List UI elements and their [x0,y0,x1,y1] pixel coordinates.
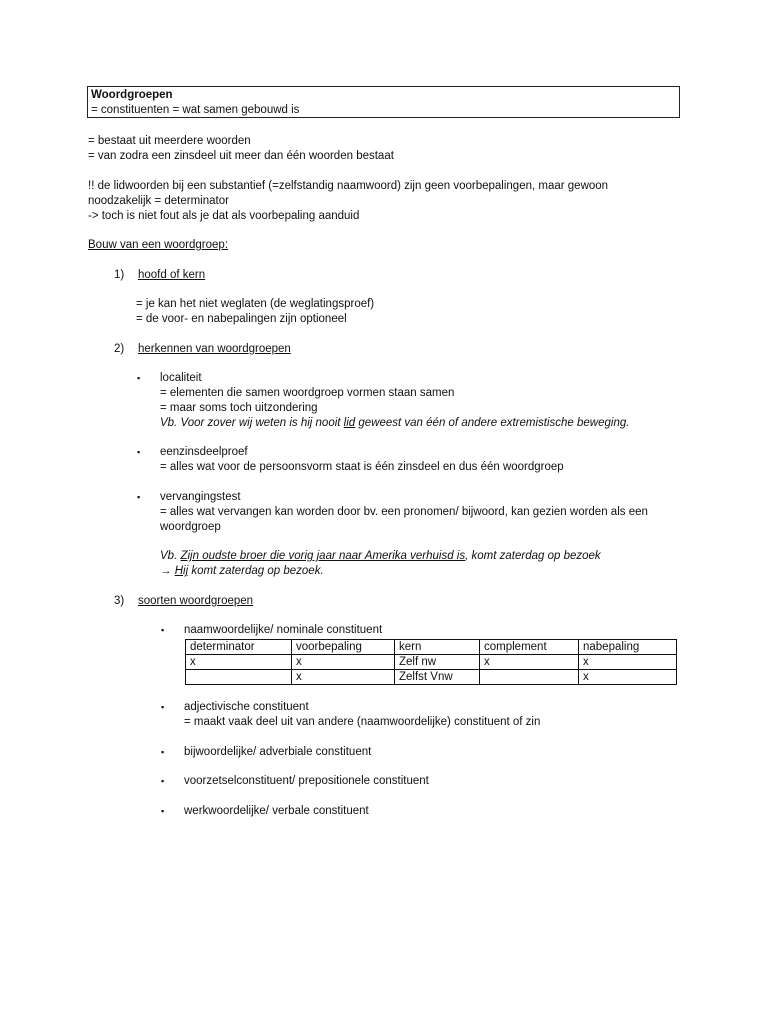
table-cell [480,670,579,685]
item-3-title: soorten woordgroepen [138,595,254,607]
item-1-line-2: = de voor- en nabepalingen zijn optioneel [136,313,347,325]
vervangingstest-line-2: woordgroep [160,521,221,533]
intro-line-2: = van zodra een zinsdeel uit meer dan één woorden bestaat [88,150,394,162]
constituent-table [185,639,677,685]
bullet-icon: ▪ [137,373,141,383]
table-cell: x [186,655,292,670]
title-box [87,86,680,118]
vervangingstest-line-1: = alles wat vervangen kan worden door bv. een pronomen/ bijwoord, kan gezien worden als een [160,506,648,518]
localiteit-line-2: = maar soms toch uitzondering [160,402,318,414]
example-underlined: lid [343,417,356,429]
werkwoordelijk-title: werkwoordelijke/ verbale constituent [184,805,369,817]
bullet-icon: ▪ [161,806,165,816]
localiteit-line-1: = elementen die samen woordgroep vormen staan samen [160,387,455,399]
adjectivisch-line-1: = maakt vaak deel uit van andere (naamwoordelijke) constituent of zin [184,716,541,728]
intro-note-1: !! de lidwoorden bij een substantief (=zelfstandig naamwoord) zijn geen voorbepalingen, maar gewoon [88,180,609,192]
section-heading: Bouw van een woordgroep: [88,239,229,251]
bullet-icon: ▪ [161,747,165,757]
bullet-icon: ▪ [137,492,141,502]
eenzinsdeelproef-title: eenzinsdeelproef [160,446,248,458]
intro-note-2: noodzakelijk = determinator [88,195,229,207]
item-1-line-1: = je kan het niet weglaten (de weglatingsproef) [136,298,375,310]
result-underlined: Hij [174,565,189,577]
table-header-cell: kern [395,640,480,655]
intro-note-3: -> toch is niet fout als je dat als voorbepaling aanduid [88,210,360,222]
nominale-title: naamwoordelijke/ nominale constituent [184,624,383,636]
table-header-cell: determinator [186,640,292,655]
table-header-cell: nabepaling [579,640,677,655]
localiteit-example [160,416,629,431]
eenzinsdeelproef-line-1: = alles wat voor de persoonsvorm staat is één zinsdeel en dus één woordgroep [160,461,564,473]
table-cell [186,670,292,685]
table-header-cell: complement [480,640,579,655]
result-text: komt zaterdag op bezoek. [188,565,324,577]
item-2-number: 2) [114,343,125,355]
table-header-cell: voorbepaling [292,640,395,655]
bullet-icon: ▪ [161,625,165,635]
bullet-icon: ▪ [161,702,165,712]
table-header-row [186,640,677,655]
arrow-right-icon: → [160,565,172,577]
page-subtitle: = constituenten = wat samen gebouwd is [91,104,300,116]
table-cell: Zelf nw [395,655,480,670]
bijwoordelijk-title: bijwoordelijke/ adverbiale constituent [184,746,372,758]
voorzetsel-title: voorzetselconstituent/ prepositionele constituent [184,775,429,787]
table-cell: x [292,655,395,670]
intro-line-1: = bestaat uit meerdere woorden [88,135,251,147]
item-1-title: hoofd of kern [138,269,206,281]
adjectivisch-title: adjectivische constituent [184,701,309,713]
item-2-title: herkennen van woordgroepen [138,343,291,355]
item-3-number: 3) [114,595,125,607]
vervangingstest-example [160,549,601,564]
item-1-number: 1) [114,269,125,281]
table-row [186,655,677,670]
page-title: Woordgroepen [91,89,173,101]
vervangingstest-title: vervangingstest [160,491,241,503]
table-cell: x [480,655,579,670]
table-cell: x [292,670,395,685]
example-underlined: Zijn oudste broer die vorig jaar naar Amerika verhuisd is [180,550,466,562]
table-cell: x [579,655,677,670]
example-text: geweest van één of andere extremistische beweging. [355,417,630,429]
table-cell: Zelfst Vnw [395,670,480,685]
example-text: Vb. [160,550,181,562]
example-text: Vb. Voor zover wij weten is hij nooit [160,417,344,429]
bullet-icon: ▪ [137,447,141,457]
vervangingstest-result [160,564,324,579]
bullet-icon: ▪ [161,776,165,786]
table-row [186,670,677,685]
localiteit-title: localiteit [160,372,202,384]
table-cell: x [579,670,677,685]
example-text: , komt zaterdag op bezoek [465,550,601,562]
